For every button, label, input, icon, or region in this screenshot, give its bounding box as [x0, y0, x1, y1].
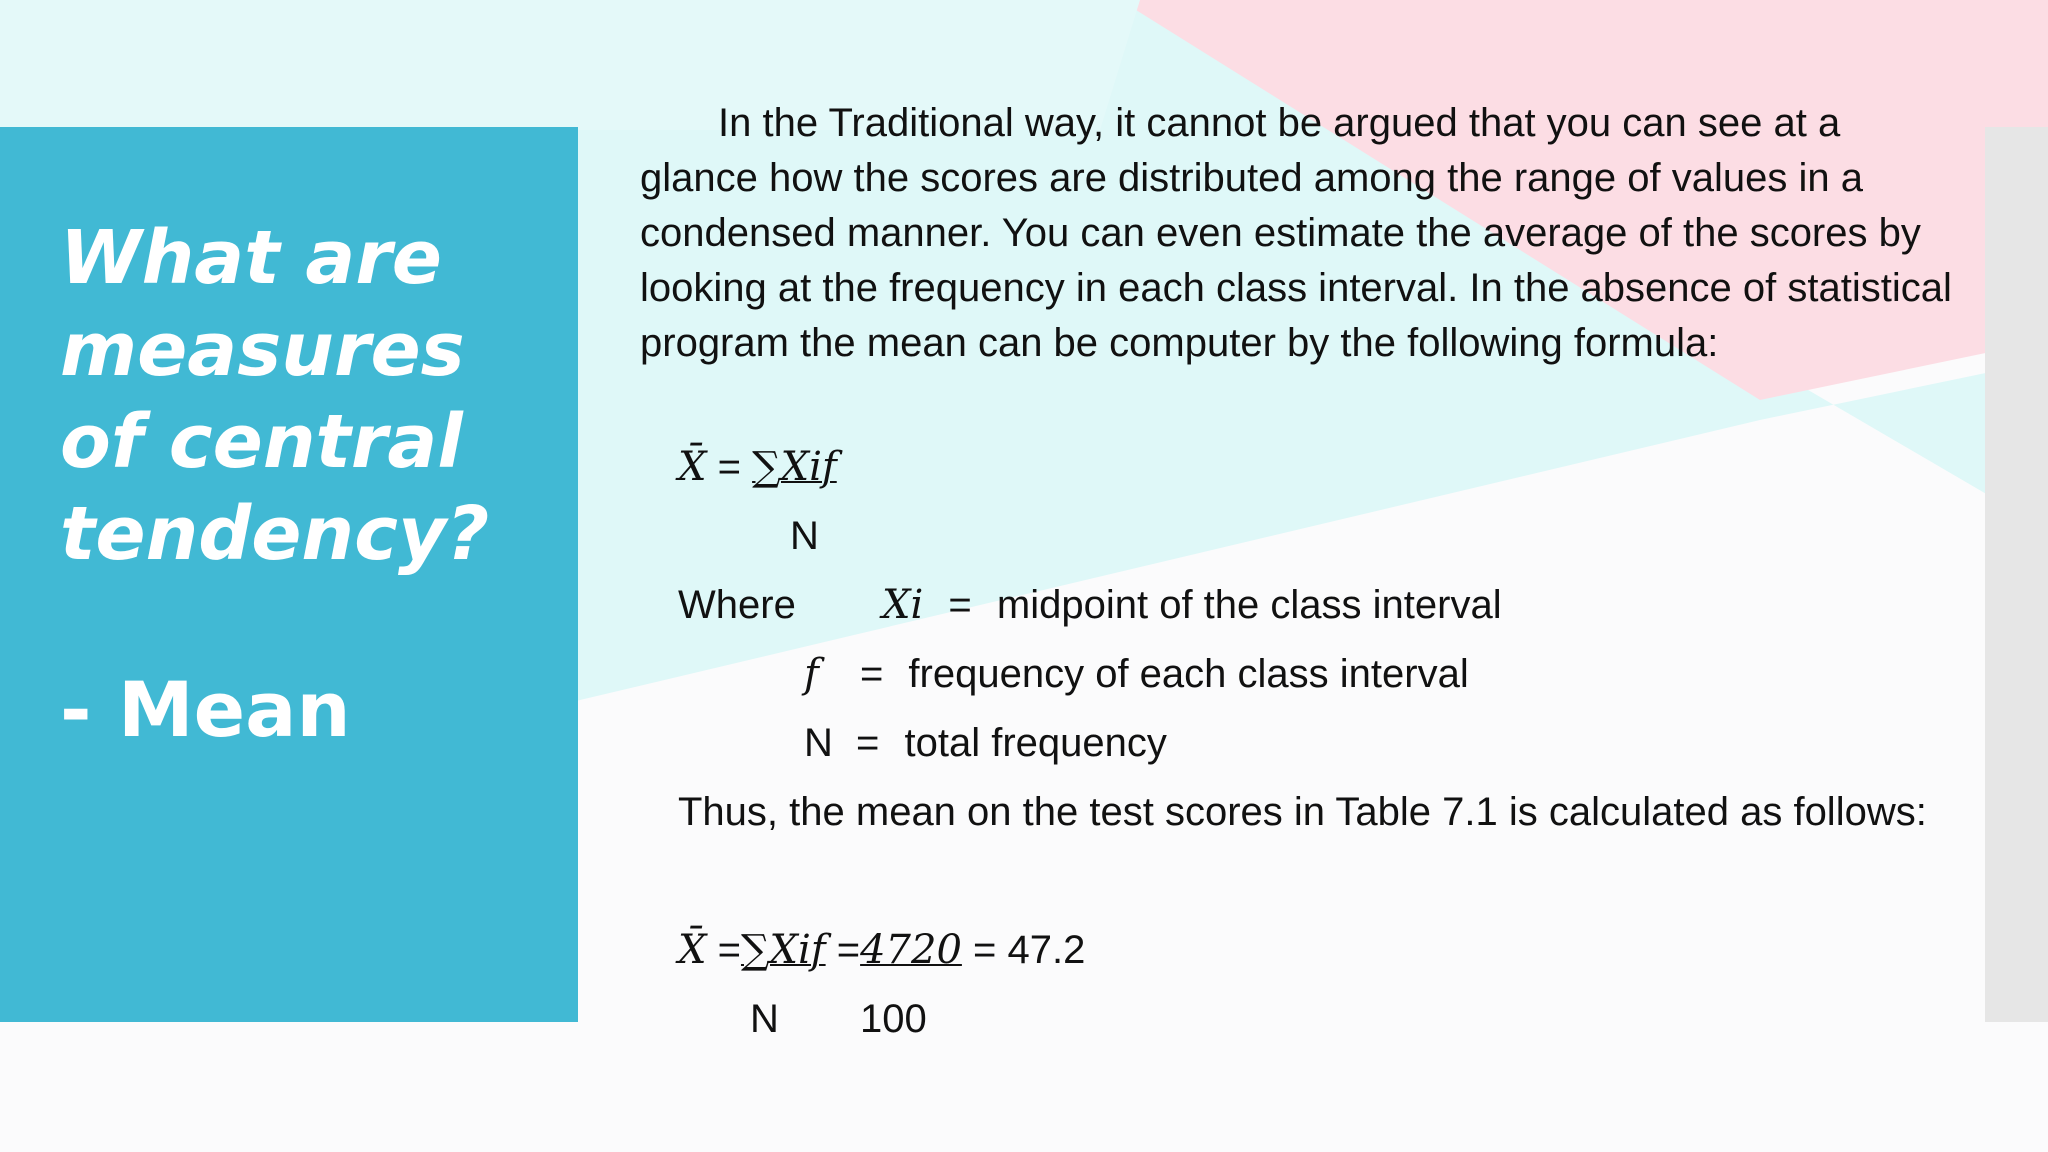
slide-subtitle: - Mean — [60, 665, 351, 754]
calc-equals-2: = — [836, 928, 861, 972]
calc-result: 47.2 — [1007, 928, 1086, 972]
mean-calculation — [678, 925, 1085, 975]
definition-n — [804, 718, 1167, 768]
calc-equals-3: = — [973, 928, 997, 972]
x-bar-symbol: X̄ — [678, 444, 707, 490]
calc-x-bar-symbol: X̄ — [678, 927, 707, 973]
calc-value-denominator: 100 — [860, 997, 927, 1041]
xi-equals: = — [948, 583, 972, 627]
calc-value-numerator: 4720 — [860, 927, 962, 973]
formula-equals: = — [717, 445, 741, 489]
mean-formula — [678, 442, 837, 492]
calc-numerator: ∑Xif — [740, 927, 826, 973]
slide-title: What are measures of central tendency? — [60, 215, 490, 577]
formula-denominator: N — [790, 514, 819, 558]
definition-xi — [882, 580, 1502, 630]
right-decorative-strip — [1985, 127, 2048, 1022]
calc-equals-1: = — [717, 928, 741, 972]
thus-sentence: Thus, the mean on the test scores in Table 7.1 is calculated as follows: — [678, 790, 1927, 834]
f-symbol: f — [804, 651, 819, 697]
formula-numerator: ∑Xif — [752, 444, 837, 490]
xi-symbol: Xi — [882, 582, 924, 628]
where-label: Where — [678, 583, 796, 627]
intro-paragraph: In the Traditional way, it cannot be argued that you can see at a glance how the scores are distributed among the range of values in a condensed manner. You can even estimate the average of the scores by looking at the frequency in each class interval. In the absence of statistical program the mean can be computer by the following formula: — [640, 101, 1952, 365]
f-equals: = — [859, 652, 884, 696]
n-symbol: N — [804, 721, 833, 765]
calc-denominator: N — [750, 997, 779, 1041]
n-equals: = — [856, 721, 880, 765]
xi-definition: midpoint of the class interval — [996, 583, 1502, 627]
definition-f — [804, 649, 1469, 699]
n-definition: total frequency — [904, 721, 1167, 765]
f-definition: frequency of each class interval — [908, 652, 1469, 696]
